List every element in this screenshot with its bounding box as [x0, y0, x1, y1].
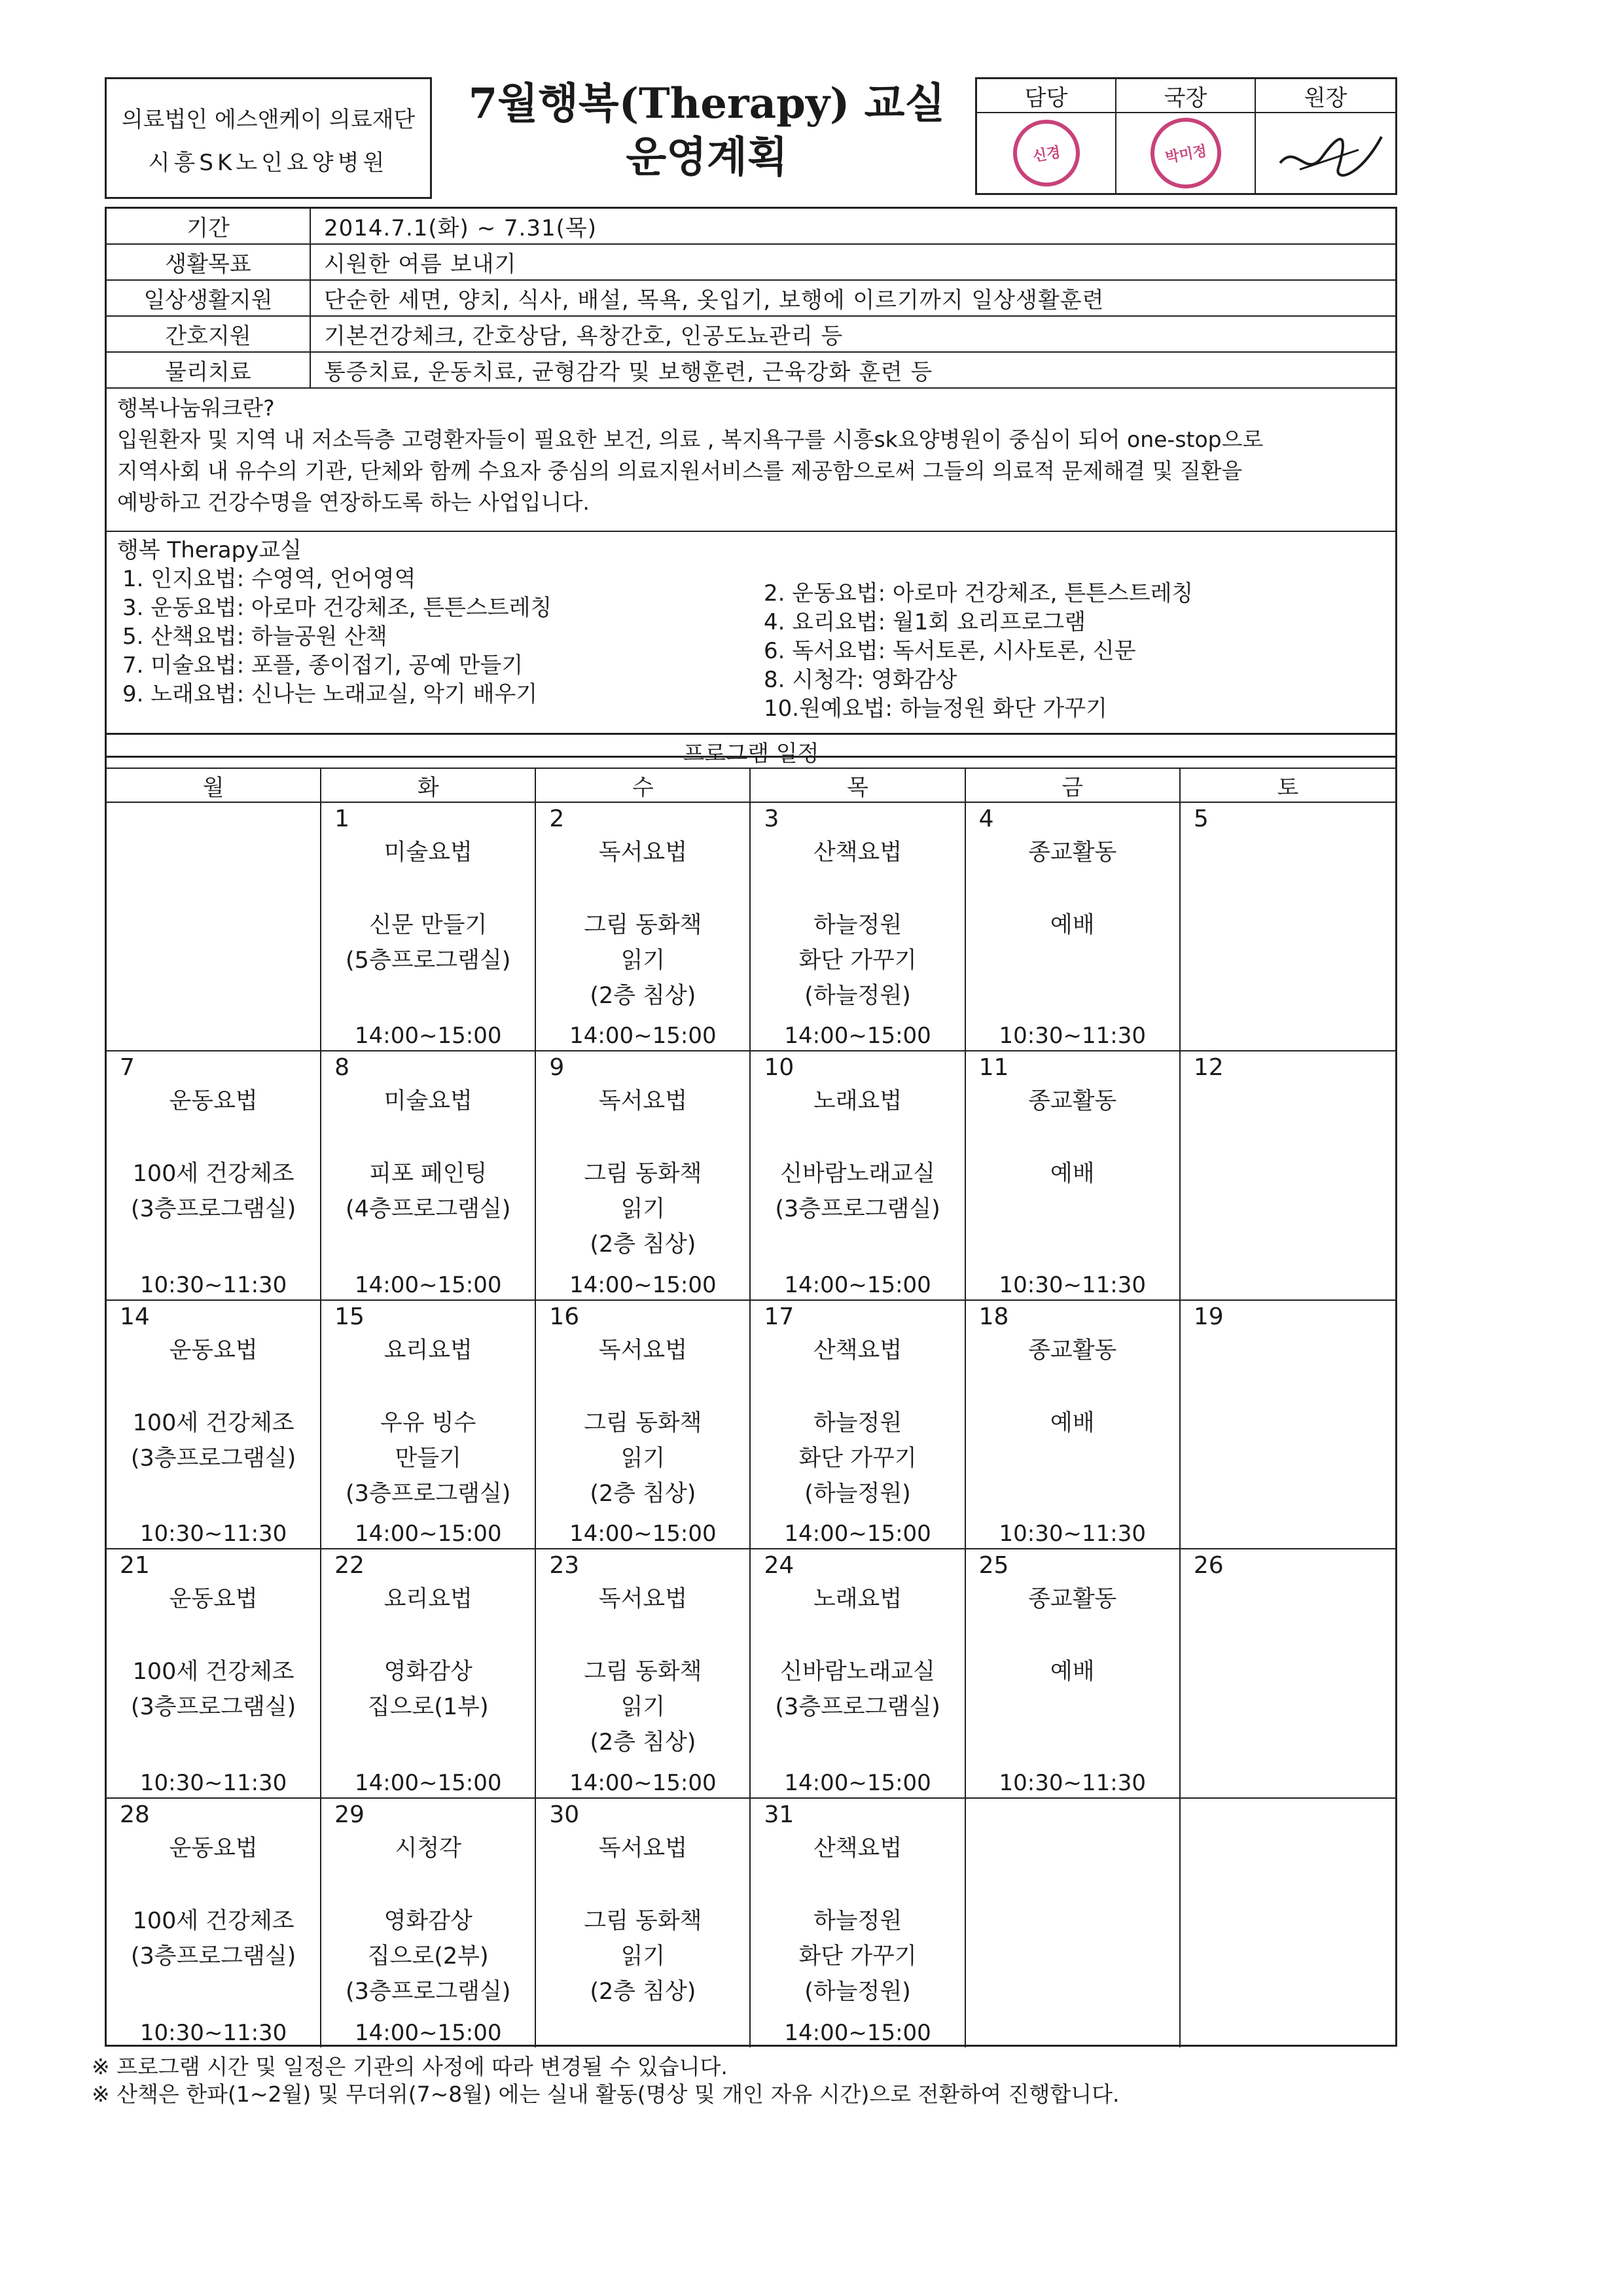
description-line: 예방하고 건강수명을 연장하도록 하는 사업입니다.: [117, 489, 590, 515]
calendar-day-cell: [1181, 1051, 1395, 1300]
program-time: 14:00~15:00: [355, 1769, 502, 1796]
program-time: 10:30~11:30: [139, 2019, 287, 2046]
info-value: 시원한 여름 보내기: [324, 251, 517, 277]
program-name: 독서요법: [598, 839, 688, 866]
program-name: 운동요법: [169, 1835, 258, 1862]
day-number: 30: [549, 1801, 580, 1828]
calendar-day-cell: [966, 1549, 1181, 1798]
day-number: 14: [120, 1303, 150, 1330]
program-detail: 100세 건강체조 (3층프로그램실): [130, 1907, 296, 1969]
program-name: 종교활동: [1028, 1088, 1117, 1115]
program-detail: 그림 동화책 읽기 (2층 침상): [584, 1907, 702, 2005]
approval-signature-cell: [1256, 113, 1395, 193]
therapy-item: 3. 운동요법: 아로마 건강체조, 튼튼스트레칭: [122, 595, 552, 621]
program-time: 14:00~15:00: [784, 1023, 931, 1050]
info-label: 간호지원: [107, 317, 311, 351]
program-time: 10:30~11:30: [999, 1271, 1146, 1298]
therapy-item: 10.원예요법: 하늘정원 화단 가꾸기: [764, 696, 1107, 722]
program-detail: 영화감상 집으로(2부) (3층프로그램실): [346, 1907, 511, 2005]
therapy-item: 1. 인지요법: 수영역, 언어영역: [122, 566, 416, 592]
organization-name: 의료법인 에스앤케이 의료재단: [121, 107, 416, 133]
day-number: 15: [334, 1303, 365, 1330]
seal-stamp-icon: 박미정: [1145, 112, 1226, 194]
program-time: 10:30~11:30: [139, 1271, 287, 1298]
calendar-day-cell: [966, 1301, 1181, 1549]
program-name: 독서요법: [598, 1835, 688, 1862]
program-name: 운동요법: [169, 1337, 258, 1364]
program-time: 10:30~11:30: [999, 1023, 1146, 1050]
calendar-day-cell: [751, 803, 965, 1051]
day-number: 16: [549, 1303, 580, 1330]
calendar-day-cell: [966, 1799, 1181, 2047]
program-time: 14:00~15:00: [784, 1271, 931, 1298]
therapy-heading: 행복 Therapy교실: [117, 537, 302, 563]
day-number: 3: [764, 805, 779, 832]
therapy-item: 9. 노래요법: 신나는 노래교실, 악기 배우기: [122, 681, 538, 707]
day-number: 21: [120, 1552, 150, 1580]
program-detail: 신바람노래교실 (3층프로그램실): [775, 1659, 940, 1721]
weekday-label: 목: [751, 769, 965, 802]
program-time: 10:30~11:30: [999, 1769, 1146, 1796]
calendar-day-cell: [321, 1051, 536, 1300]
program-detail: 그림 동화책 읽기 (2층 침상): [584, 1659, 702, 1756]
program-time: 14:00~15:00: [355, 1271, 502, 1298]
calendar-day-cell: [536, 803, 751, 1051]
day-number: 5: [1193, 805, 1209, 832]
program-detail: 그림 동화책 읽기 (2층 침상): [584, 1161, 702, 1258]
program-detail: 그림 동화책 읽기 (2층 침상): [584, 1409, 702, 1507]
info-value: 통증치료, 운동치료, 균형감각 및 보행훈련, 근육강화 훈련 등: [324, 359, 933, 385]
day-number: 23: [549, 1552, 580, 1580]
schedule-caption: 프로그램 일정: [107, 735, 1395, 769]
program-name: 미술요법: [383, 839, 473, 866]
calendar-day-cell: [536, 1301, 751, 1549]
program-detail: 신문 만들기 (5층프로그램실): [346, 912, 511, 974]
calendar-day-cell: [1181, 1301, 1395, 1549]
program-name: 종교활동: [1028, 1337, 1117, 1364]
day-number: 25: [978, 1552, 1009, 1580]
info-label: 생활목표: [107, 245, 311, 279]
calendar-day-cell: [321, 803, 536, 1051]
day-number: 1: [334, 805, 350, 832]
approval-table: [975, 77, 1397, 195]
program-name: 노래요법: [813, 1586, 902, 1613]
calendar-day-cell: [321, 1799, 536, 2047]
info-row-period: [107, 209, 1395, 245]
program-detail: 예배: [1050, 1659, 1095, 1686]
program-time: 14:00~15:00: [569, 1271, 717, 1298]
therapy-item: 5. 산책요법: 하늘공원 산책: [122, 624, 387, 650]
info-value: 기본건강체크, 간호상담, 욕창간호, 인공도뇨관리 등: [324, 323, 844, 349]
therapy-item: 4. 요리요법: 월1회 요리프로그램: [764, 609, 1086, 635]
program-time: 14:00~15:00: [784, 2019, 931, 2046]
calendar-day-cell: [321, 1301, 536, 1549]
calendar-day-cell: [1181, 1799, 1395, 2047]
program-time: 10:30~11:30: [139, 1521, 287, 1547]
document-title: [458, 77, 955, 185]
program-detail: 하늘정원 화단 가꾸기 (하늘정원): [798, 1907, 917, 2005]
program-name: 산책요법: [813, 1337, 902, 1364]
calendar-grid: [107, 803, 1395, 2047]
program-name: 요리요법: [383, 1586, 473, 1613]
program-name: 요리요법: [383, 1337, 473, 1364]
program-name: 운동요법: [169, 1088, 258, 1115]
program-name: 산책요법: [813, 839, 902, 866]
calendar-day-cell: [107, 1051, 321, 1300]
plan-info-table: [105, 207, 1397, 758]
program-detail: 피포 페인팅 (4층프로그램실): [346, 1161, 511, 1223]
program-detail: 예배: [1050, 1409, 1095, 1436]
info-value: 단순한 세면, 양치, 식사, 배설, 목욕, 옷입기, 보행에 이르기까지 일상생활훈련: [324, 287, 1105, 313]
program-time: 10:30~11:30: [999, 1521, 1146, 1547]
calendar-day-cell: [1181, 803, 1395, 1051]
calendar-day-cell: [751, 1799, 965, 2047]
program-name: 독서요법: [598, 1586, 688, 1613]
day-number: 8: [334, 1054, 350, 1082]
info-label: 물리치료: [107, 353, 311, 387]
calendar-day-cell: [107, 1799, 321, 2047]
footnotes: [92, 2053, 1120, 2108]
program-detail: 우유 빙수 만들기 (3층프로그램실): [346, 1409, 511, 1507]
day-number: 29: [334, 1801, 365, 1828]
program-time: 14:00~15:00: [355, 2019, 502, 2046]
program-time: 14:00~15:00: [569, 1023, 717, 1050]
signature-icon: [1260, 117, 1391, 189]
program-name: 미술요법: [383, 1088, 473, 1115]
approval-role: 국장: [1116, 79, 1256, 113]
info-label: 기간: [107, 209, 311, 243]
calendar-day-cell: [751, 1051, 965, 1300]
day-number: 31: [764, 1801, 794, 1828]
day-number: 24: [764, 1552, 794, 1580]
day-number: 22: [334, 1552, 365, 1580]
organization-box: [105, 77, 432, 199]
hospital-name: 시흥SK노인요양병원: [148, 150, 389, 176]
calendar-day-cell: [321, 1549, 536, 1798]
therapy-item: 6. 독서요법: 독서토론, 시사토론, 신문: [764, 638, 1136, 664]
program-name: 산책요법: [813, 1835, 902, 1862]
calendar-day-cell: [751, 1301, 965, 1549]
therapy-item: 7. 미술요법: 포플, 종이접기, 공예 만들기: [122, 652, 524, 679]
approval-role: 원장: [1256, 79, 1395, 113]
program-time: 14:00~15:00: [355, 1023, 502, 1050]
program-description: [107, 389, 1395, 532]
therapy-item: 2. 운동요법: 아로마 건강체조, 튼튼스트레칭: [764, 580, 1194, 607]
calendar-day-cell: [107, 1301, 321, 1549]
info-row-nursing: [107, 317, 1395, 353]
day-number: 17: [764, 1303, 794, 1330]
calendar-day-cell: [107, 1549, 321, 1798]
program-detail: 예배: [1050, 1161, 1095, 1188]
calendar-day-cell: [1181, 1549, 1395, 1798]
calendar-day-cell: [966, 803, 1181, 1051]
day-number: 18: [978, 1303, 1009, 1330]
therapy-item: 8. 시청각: 영화감상: [764, 667, 957, 693]
day-number: 4: [978, 805, 994, 832]
title-line-2: 운영계획: [626, 133, 788, 182]
approval-signature-cell: [1116, 113, 1256, 193]
footnote: ※ 프로그램 시간 및 일정은 기관의 사정에 따라 변경될 수 있습니다.: [92, 2054, 728, 2079]
program-detail: 그림 동화책 읽기 (2층 침상): [584, 912, 702, 1009]
program-time: 14:00~15:00: [784, 1769, 931, 1796]
program-detail: 100세 건강체조 (3층프로그램실): [130, 1659, 296, 1721]
program-detail: 하늘정원 화단 가꾸기 (하늘정원): [798, 1409, 917, 1507]
program-detail: 신바람노래교실 (3층프로그램실): [775, 1161, 940, 1223]
program-time: 10:30~11:30: [139, 1769, 287, 1796]
therapy-list: [107, 532, 1395, 756]
weekday-label: 수: [536, 769, 751, 802]
day-number: 26: [1193, 1552, 1224, 1580]
program-name: 노래요법: [813, 1088, 902, 1115]
day-number: 9: [549, 1054, 565, 1082]
weekday-header: [107, 769, 1395, 803]
weekday-label: 화: [321, 769, 536, 802]
approval-signature-cell: [977, 113, 1116, 193]
calendar-day-cell: [966, 1051, 1181, 1300]
therapy-list-left: [122, 565, 552, 709]
program-name: 시청각: [395, 1835, 461, 1862]
day-number: 11: [978, 1054, 1009, 1082]
description-heading: 행복나눔워크란?: [117, 395, 275, 421]
program-time: 14:00~15:00: [569, 1521, 717, 1547]
description-line: 입원환자 및 지역 내 저소득층 고령환자들이 필요한 보건, 의료 , 복지욕구를 시흥sk요양병원이 중심이 되어 one-stop으로: [117, 427, 1264, 452]
weekday-label: 월: [107, 769, 321, 802]
program-time: 14:00~15:00: [569, 1769, 717, 1796]
day-number: 10: [764, 1054, 794, 1082]
approval-role: 담당: [977, 79, 1116, 113]
program-detail: 영화감상 집으로(1부): [367, 1659, 489, 1721]
program-schedule: [105, 733, 1397, 2047]
day-number: 12: [1193, 1054, 1224, 1082]
calendar-day-cell: [536, 1549, 751, 1798]
program-time: 14:00~15:00: [784, 1521, 931, 1547]
info-value: 2014.7.1(화) ~ 7.31(목): [324, 215, 597, 241]
calendar-day-cell: [536, 1051, 751, 1300]
description-line: 지역사회 내 유수의 기관, 단체와 함께 수요자 중심의 의료지원서비스를 제공함으로써 그들의 의료적 문제해결 및 질환을: [117, 458, 1243, 484]
program-name: 운동요법: [169, 1586, 258, 1613]
calendar-day-cell: [751, 1549, 965, 1798]
program-detail: 예배: [1050, 912, 1095, 938]
day-number: 28: [120, 1801, 150, 1828]
program-detail: 100세 건강체조 (3층프로그램실): [130, 1161, 296, 1223]
program-detail: 하늘정원 화단 가꾸기 (하늘정원): [798, 912, 917, 1009]
title-line-1: 7월행복(Therapy) 교실: [468, 79, 946, 128]
footnote: ※ 산책은 한파(1~2월) 및 무더위(7~8월) 에는 실내 활동(명상 및 개인 자유 시간)으로 전환하여 진행합니다.: [92, 2081, 1120, 2107]
program-detail: 100세 건강체조 (3층프로그램실): [130, 1409, 296, 1472]
day-number: 19: [1193, 1303, 1224, 1330]
program-name: 독서요법: [598, 1337, 688, 1364]
day-number: 2: [549, 805, 565, 832]
calendar-day-cell: [536, 1799, 751, 2047]
info-row-daily-support: [107, 281, 1395, 317]
program-name: 종교활동: [1028, 839, 1117, 866]
info-label: 일상생활지원: [107, 281, 311, 315]
seal-stamp-icon: 신경: [1007, 115, 1084, 192]
program-name: 종교활동: [1028, 1586, 1117, 1613]
weekday-label: 토: [1277, 774, 1299, 801]
program-name: 독서요법: [598, 1088, 688, 1115]
info-row-goal: [107, 245, 1395, 281]
day-number: 7: [120, 1054, 135, 1082]
calendar-day-cell: [107, 803, 321, 1051]
info-row-physical-therapy: [107, 353, 1395, 389]
therapy-list-right: [764, 579, 1193, 723]
weekday-label: 금: [966, 769, 1181, 802]
program-time: 14:00~15:00: [355, 1521, 502, 1547]
